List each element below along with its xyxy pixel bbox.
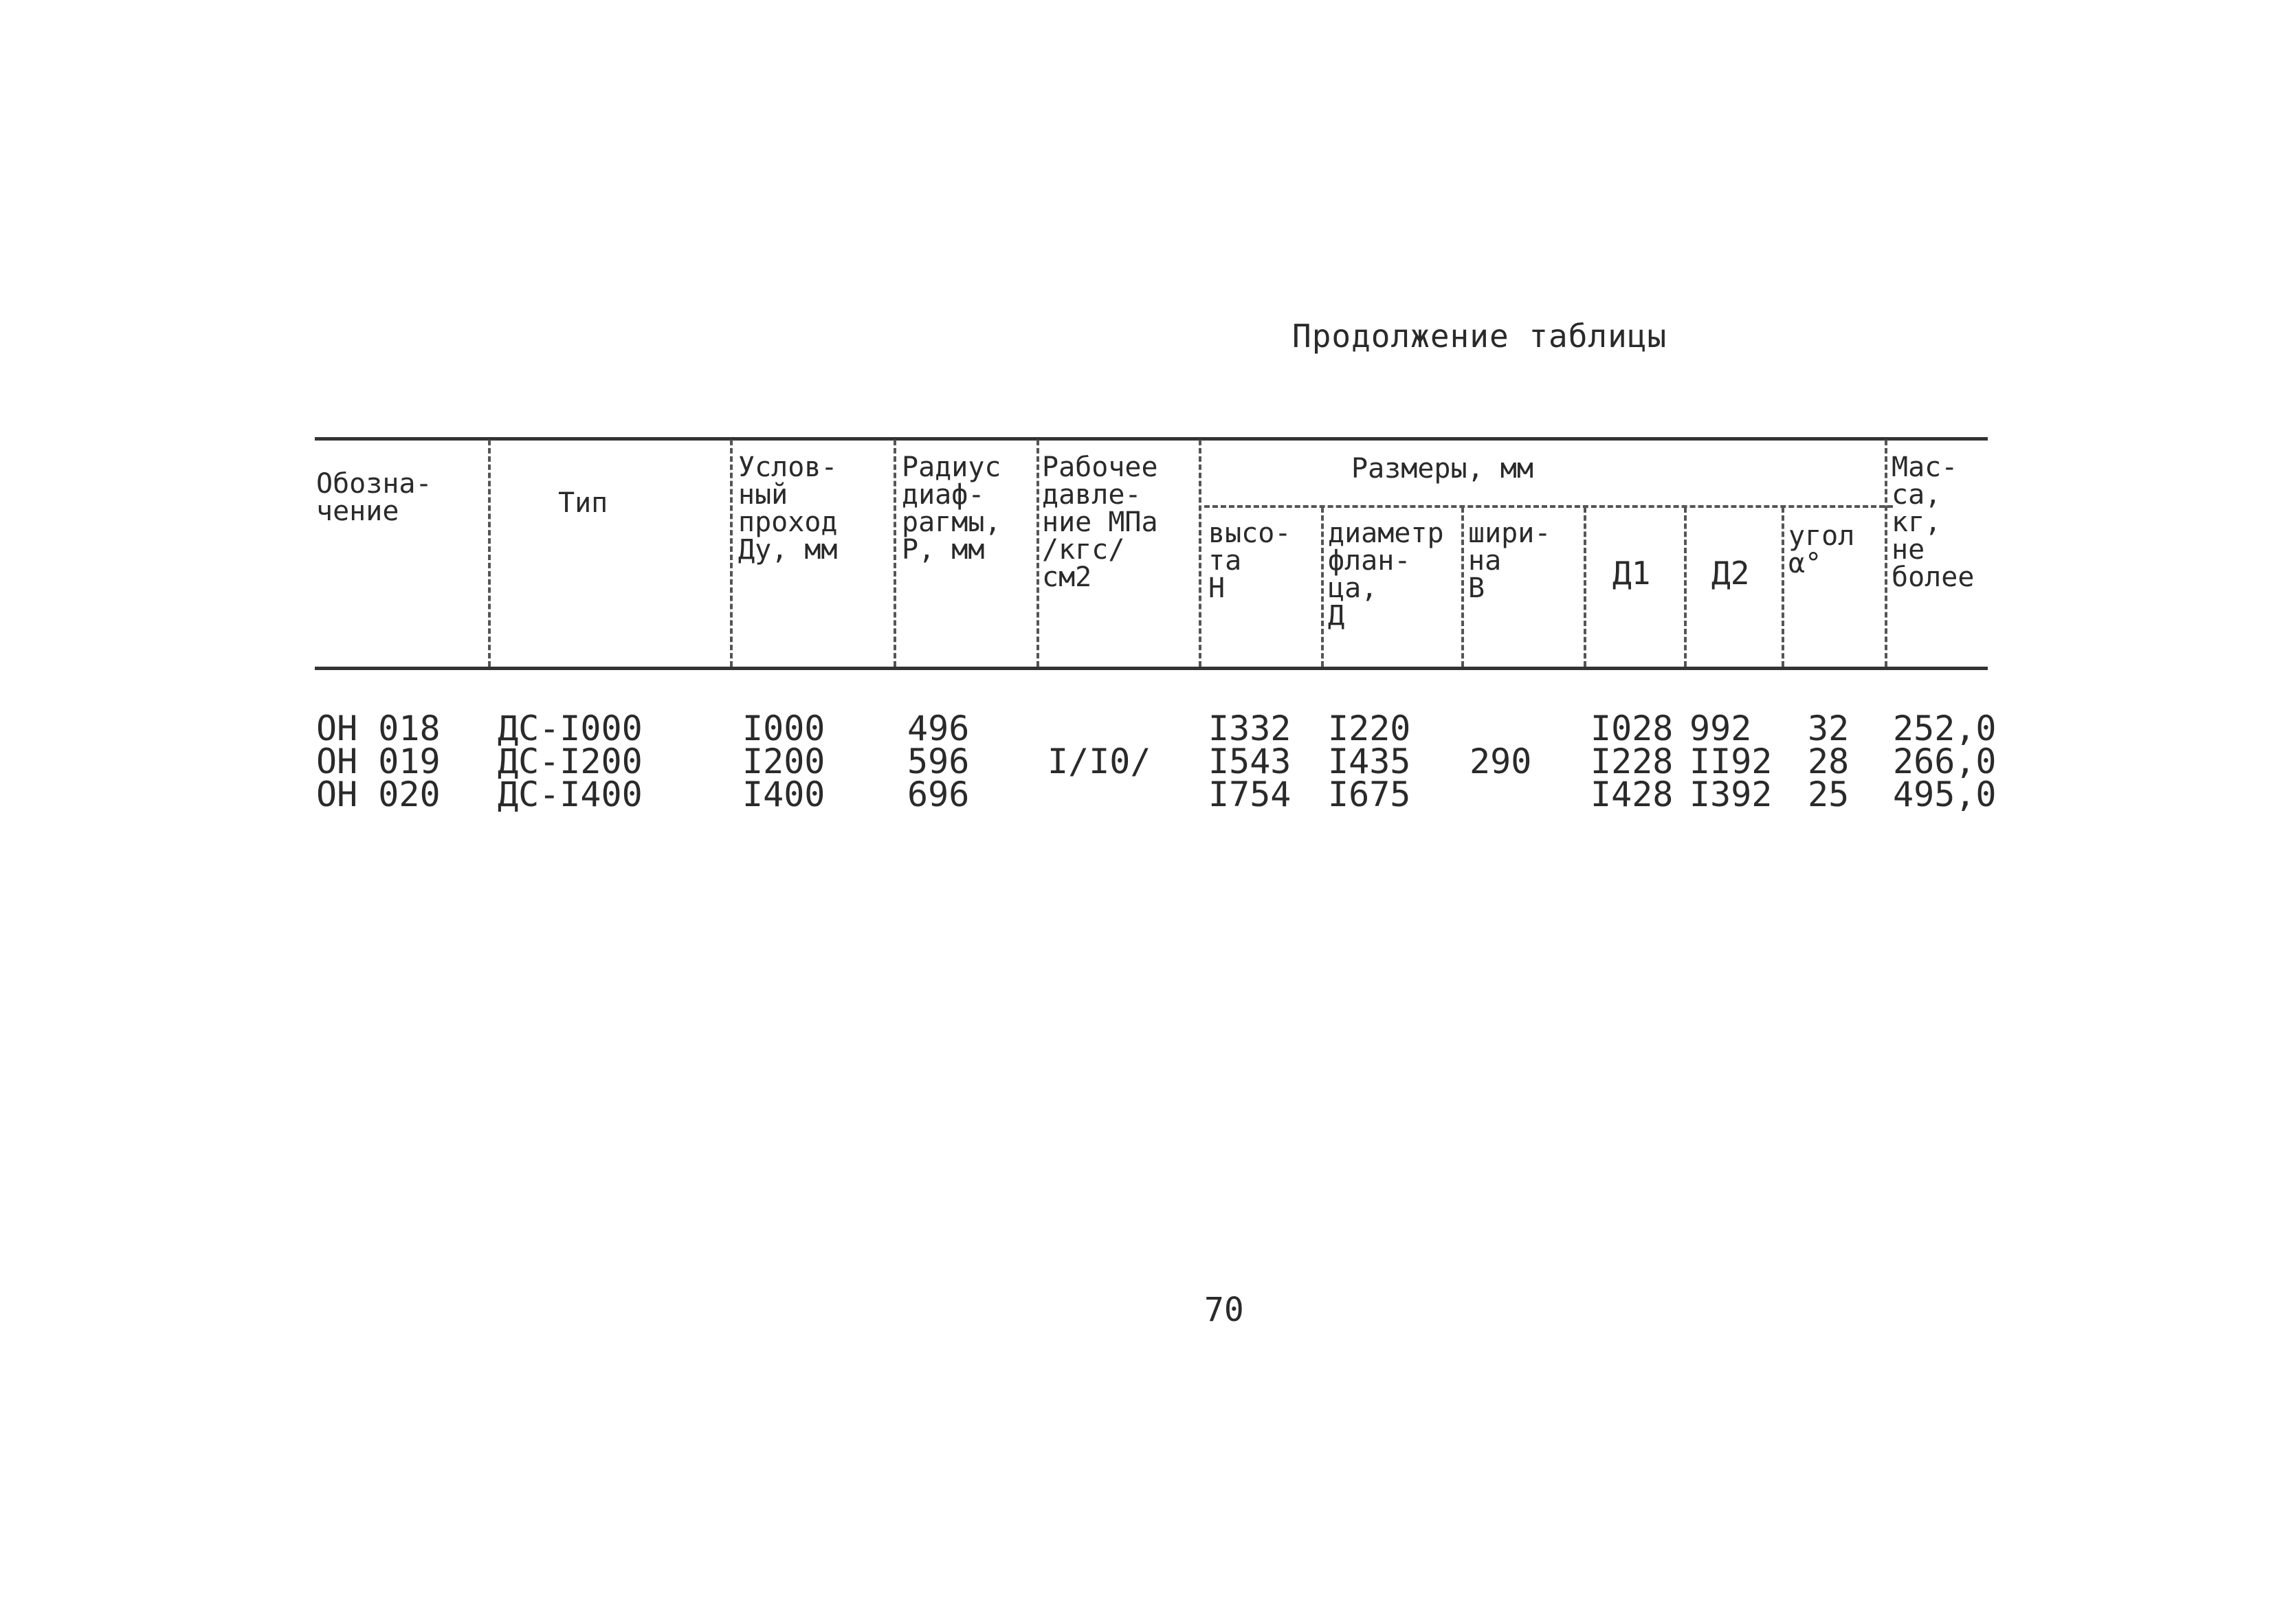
col-separator [488, 440, 491, 667]
col-separator [1461, 507, 1464, 667]
cell-d1: I228 [1590, 742, 1674, 781]
table-caption: Продолжение таблицы [1292, 318, 1667, 355]
cell-d1: I428 [1590, 775, 1674, 814]
table-top-rule [315, 437, 1988, 441]
cell-height: I754 [1208, 775, 1291, 814]
header-d2: Д2 [1711, 555, 1750, 592]
header-width: шири- на В [1468, 518, 1551, 604]
col-separator [1782, 507, 1784, 667]
cell-d2: 992 [1689, 709, 1752, 748]
cell-mass: 252,0 [1893, 709, 1997, 748]
header-d1: Д1 [1612, 555, 1651, 592]
cell-designation: ОН 019 [316, 742, 441, 781]
cell-angle: 32 [1808, 709, 1850, 748]
cell-type: ДС-I000 [498, 709, 643, 748]
cell-radius: 696 [907, 775, 970, 814]
cell-mass: 266,0 [1893, 742, 1997, 781]
dimensions-group-rule [1204, 505, 1893, 508]
header-bottom-rule [315, 667, 1988, 670]
cell-nominal-bore: I000 [742, 709, 825, 748]
cell-flange-diameter: I220 [1328, 709, 1411, 748]
cell-radius: 496 [907, 709, 970, 748]
cell-width-shared: 290 [1470, 742, 1532, 781]
header-dimensions-group: Размеры, мм [1351, 453, 1533, 485]
col-separator [730, 440, 733, 667]
col-separator [1321, 507, 1324, 667]
page-number: 70 [1204, 1291, 1244, 1329]
header-type: Тип [558, 487, 608, 519]
cell-d2: I392 [1689, 775, 1773, 814]
header-height: высо- та Н [1208, 518, 1291, 604]
cell-designation: ОН 018 [316, 709, 441, 748]
header-mass: Мас- са, кг, не более [1892, 452, 1975, 593]
cell-angle: 28 [1808, 742, 1850, 781]
cell-d2: II92 [1689, 742, 1773, 781]
header-flange-diameter: диаметр флан- ца, Д [1328, 518, 1444, 632]
header-angle: угол α° [1788, 520, 1855, 579]
cell-nominal-bore: I400 [742, 775, 825, 814]
cell-height: I332 [1208, 709, 1291, 748]
cell-type: ДС-I400 [498, 775, 643, 814]
cell-type: ДС-I200 [498, 742, 643, 781]
header-pressure: Рабочее давле- ние МПа /кгс/ см2 [1042, 452, 1158, 593]
col-separator [1684, 507, 1687, 667]
col-separator [1036, 440, 1039, 667]
cell-flange-diameter: I675 [1328, 775, 1411, 814]
cell-pressure-shared: I/I0/ [1047, 742, 1151, 781]
cell-designation: ОН 020 [316, 775, 441, 814]
cell-nominal-bore: I200 [742, 742, 825, 781]
col-separator [894, 440, 896, 667]
cell-mass: 495,0 [1893, 775, 1997, 814]
cell-radius: 596 [907, 742, 970, 781]
cell-d1: I028 [1590, 709, 1674, 748]
header-nominal-bore: Услов- ный проход Ду, мм [738, 452, 838, 566]
col-separator [1584, 507, 1586, 667]
cell-angle: 25 [1808, 775, 1850, 814]
col-separator [1885, 440, 1887, 667]
col-separator [1199, 440, 1201, 667]
header-radius: Радиус диаф- рагмы, Р, мм [902, 452, 1001, 566]
cell-flange-diameter: I435 [1328, 742, 1411, 781]
cell-height: I543 [1208, 742, 1291, 781]
header-designation: Обозна- чение [316, 468, 432, 527]
